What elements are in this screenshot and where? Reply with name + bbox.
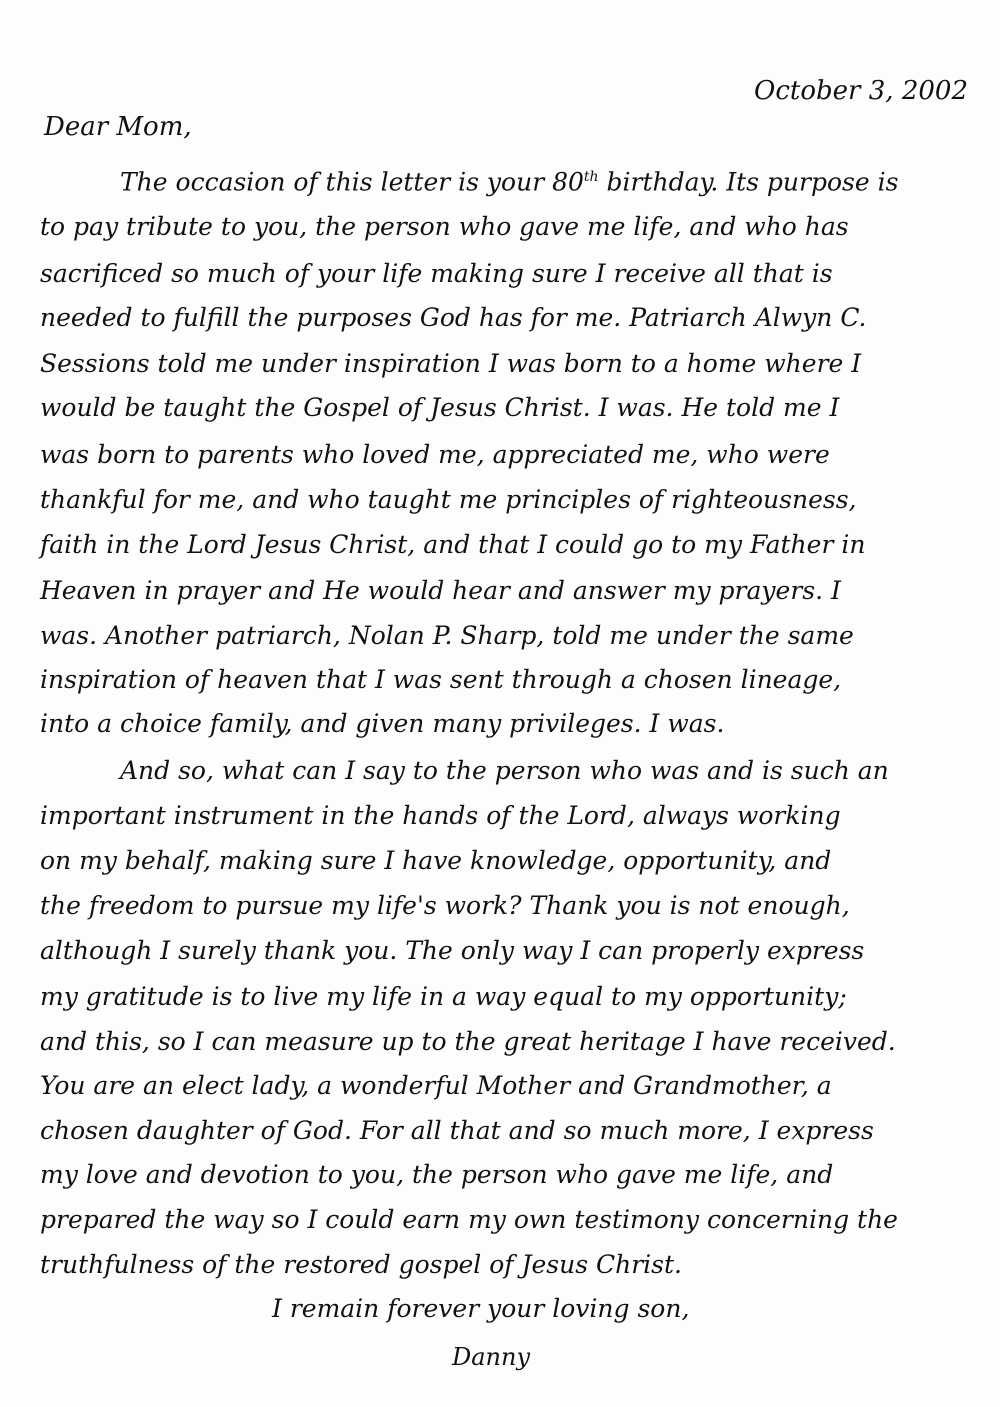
salutation: Dear Mom, <box>44 112 192 142</box>
letter-line: You are an elect lady, a wonderful Mother and Grandmother, a <box>40 1071 832 1100</box>
letter-line: to pay tribute to you, the person who gave me life, and who has <box>40 212 849 241</box>
letter-line: truthfulness of the restored gospel of Jesus Christ. <box>40 1250 683 1279</box>
letter-line: although I surely thank you. The only way I can properly express <box>40 936 865 965</box>
signature: Danny <box>452 1343 531 1371</box>
letter-line: needed to fulfill the purposes God has for me. Patriarch Alwyn C. <box>40 303 867 332</box>
letter-line: into a choice family, and given many privileges. I was. <box>40 709 725 738</box>
letter-line: my love and devotion to you, the person who gave me life, and <box>40 1160 834 1189</box>
letter-line: the freedom to pursue my life's work? Thank you is not enough, <box>40 891 850 920</box>
letter-line: was born to parents who loved me, appreciated me, who were <box>40 440 830 469</box>
letter-line: would be taught the Gospel of Jesus Christ. I was. He told me I <box>40 393 840 422</box>
letter-line: chosen daughter of God. For all that and so much more, I express <box>40 1116 874 1145</box>
letter-line: Sessions told me under inspiration I was born to a home where I <box>40 349 862 378</box>
letter-line: faith in the Lord Jesus Christ, and that I could go to my Father in <box>40 530 866 559</box>
letter-line: important instrument in the hands of the Lord, always working <box>40 801 841 830</box>
letter-line: prepared the way so I could earn my own testimony concerning the <box>40 1205 898 1234</box>
closing: I remain forever your loving son, <box>272 1294 690 1323</box>
letter-line: The occasion of this letter is your 80th birthday. Its purpose is <box>120 167 899 197</box>
letter-line: And so, what can I say to the person who was and is such an <box>120 756 889 785</box>
letter-line: thankful for me, and who taught me principles of righteousness, <box>40 485 857 514</box>
letter-line: on my behalf, making sure I have knowledge, opportunity, and <box>40 846 832 875</box>
letter-line: and this, so I can measure up to the great heritage I have received. <box>40 1027 896 1056</box>
letter-line: my gratitude is to live my life in a way equal to my opportunity; <box>40 982 847 1011</box>
letter-line: sacrificed so much of your life making sure I receive all that is <box>40 259 833 288</box>
letter-date: October 3, 2002 <box>754 76 968 106</box>
letter-line: Heaven in prayer and He would hear and answer my prayers. I <box>40 576 841 605</box>
letter-line: was. Another patriarch, Nolan P. Sharp, told me under the same <box>40 621 854 650</box>
letter-line: inspiration of heaven that I was sent through a chosen lineage, <box>40 665 842 694</box>
